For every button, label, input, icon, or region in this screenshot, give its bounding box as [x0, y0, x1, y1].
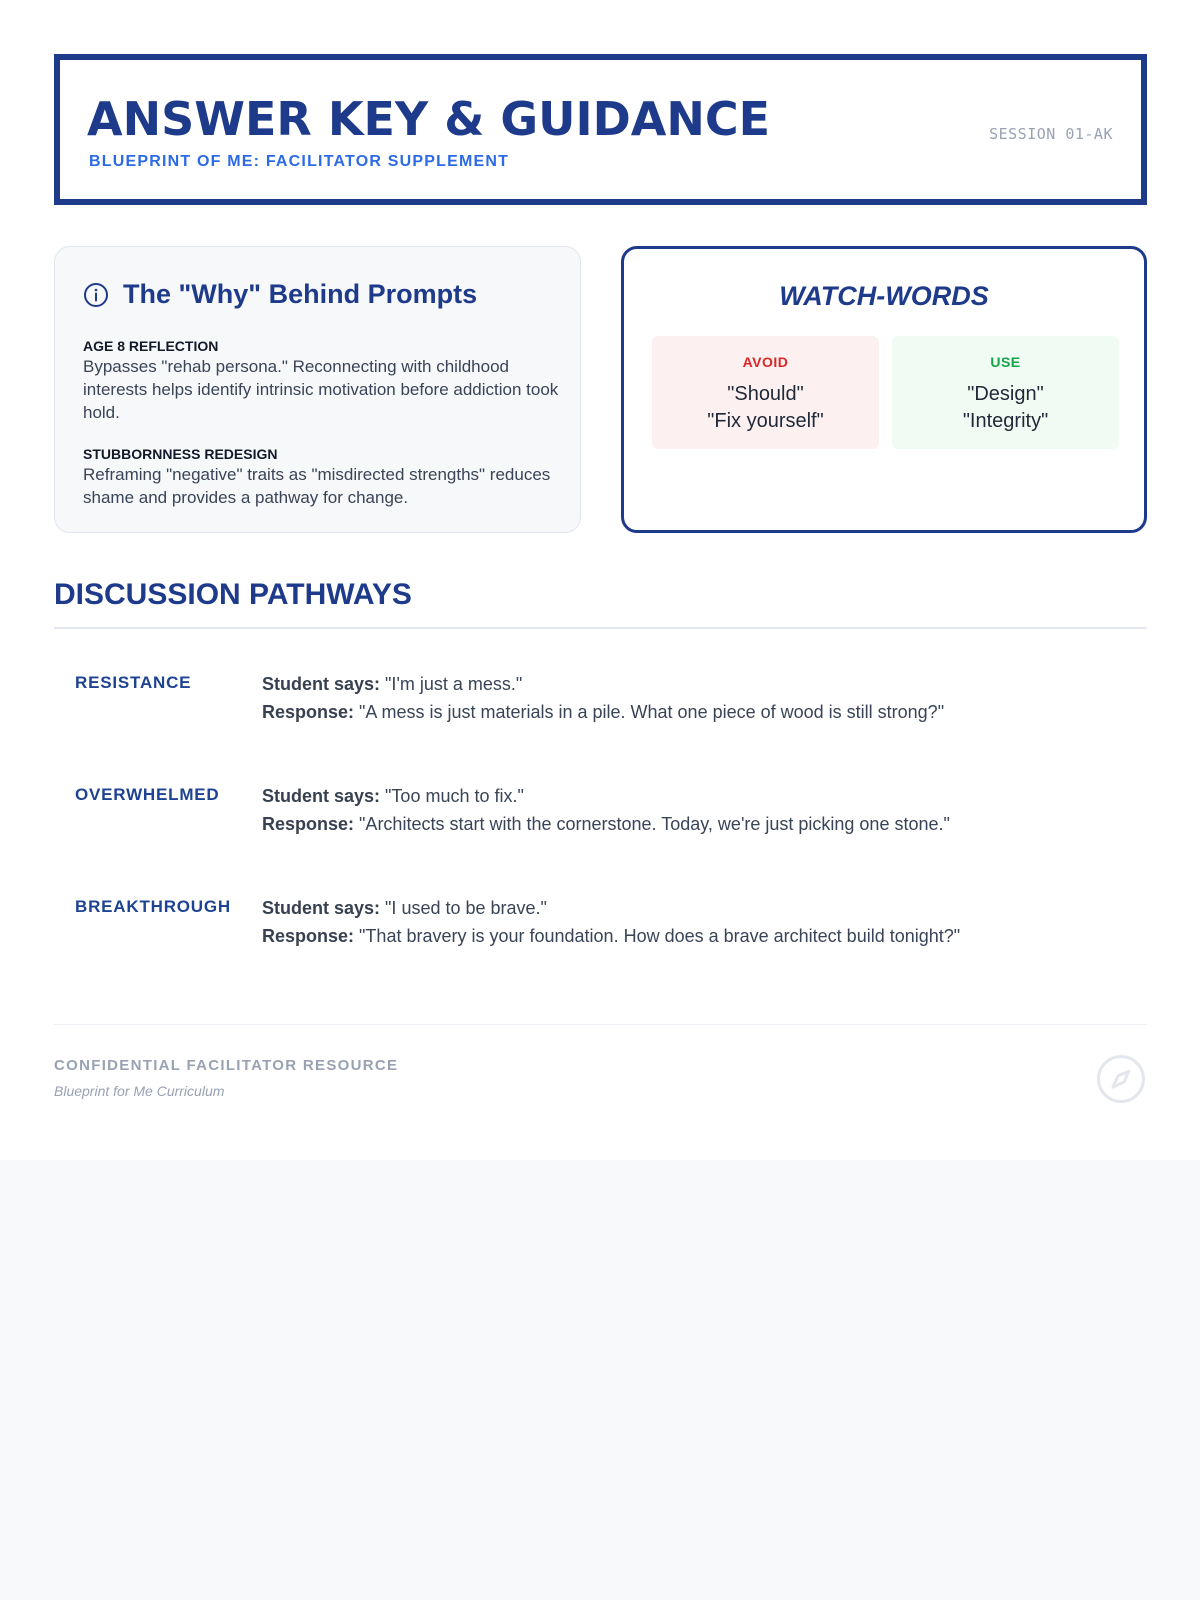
why-title: The "Why" Behind Prompts: [123, 279, 478, 309]
footer-divider: [54, 1024, 1147, 1025]
pathway-tag: RESISTANCE: [75, 673, 192, 692]
info-icon: [83, 282, 109, 308]
facilitator-response: [262, 702, 944, 723]
response-text: "A mess is just materials in a pile. What one piece of wood is still strong?": [359, 702, 945, 722]
response-text: "Architects start with the cornerstone. Today, we're just picking one stone.": [359, 814, 950, 834]
use-label: USE: [990, 354, 1021, 370]
response-label: Response:: [262, 926, 355, 946]
says-text: "I'm just a mess.": [385, 674, 523, 694]
says-text: "I used to be brave.": [385, 898, 547, 918]
use-word: "Integrity": [962, 410, 1049, 432]
avoid-label: AVOID: [742, 354, 789, 370]
says-label: Student says:: [262, 898, 381, 918]
pathway-row: [54, 897, 1147, 967]
student-says: [262, 786, 524, 807]
student-says: [262, 898, 547, 919]
why-item: [83, 445, 563, 509]
says-label: Student says:: [262, 786, 381, 806]
footer-subtitle: Blueprint for Me Curriculum: [54, 1083, 225, 1099]
divider: [54, 627, 1147, 629]
why-item-text: Reframing "negative" traits as "misdirected strengths" reduces shame and provides a pathway for change.: [83, 465, 551, 507]
avoid-word: "Fix yourself": [707, 410, 824, 432]
response-text: "That bravery is your foundation. How does a brave architect build tonight?": [359, 926, 961, 946]
response-label: Response:: [262, 702, 355, 722]
pathway-tag: BREAKTHROUGH: [75, 897, 231, 916]
student-says: [262, 674, 522, 695]
watch-words-title: WATCH-WORDS: [779, 281, 989, 311]
says-label: Student says:: [262, 674, 381, 694]
pathway-row: [54, 673, 1147, 743]
why-card: [54, 246, 581, 533]
use-word: "Design": [967, 383, 1044, 405]
why-header: [83, 279, 477, 310]
pathway-tag: OVERWHELMED: [75, 785, 220, 804]
says-text: "Too much to fix.": [385, 786, 524, 806]
compass-icon: [1096, 1054, 1146, 1104]
facilitator-response: [262, 926, 960, 947]
page-subtitle: BLUEPRINT OF ME: FACILITATOR SUPPLEMENT: [89, 153, 510, 170]
facilitator-response: [262, 814, 950, 835]
discussion-title: DISCUSSION PATHWAYS: [54, 578, 412, 611]
pathway-row: [54, 785, 1147, 855]
session-code: SESSION 01-AK: [989, 125, 1113, 143]
header-box: [54, 54, 1147, 205]
footer-label: CONFIDENTIAL FACILITATOR RESOURCE: [54, 1057, 399, 1074]
why-item-label: AGE 8 REFLECTION: [83, 338, 219, 354]
why-item-text: Bypasses "rehab persona." Reconnecting with childhood interests helps identify intrinsic motivation before addiction took hold.: [83, 357, 559, 422]
response-label: Response:: [262, 814, 355, 834]
avoid-word: "Should": [727, 383, 804, 405]
watch-words-card: [621, 246, 1147, 533]
avoid-box: [652, 336, 879, 449]
why-item: [83, 337, 563, 424]
why-item-label: STUBBORNNESS REDESIGN: [83, 446, 278, 462]
use-box: [892, 336, 1119, 449]
page-title: ANSWER KEY & GUIDANCE: [87, 92, 771, 146]
